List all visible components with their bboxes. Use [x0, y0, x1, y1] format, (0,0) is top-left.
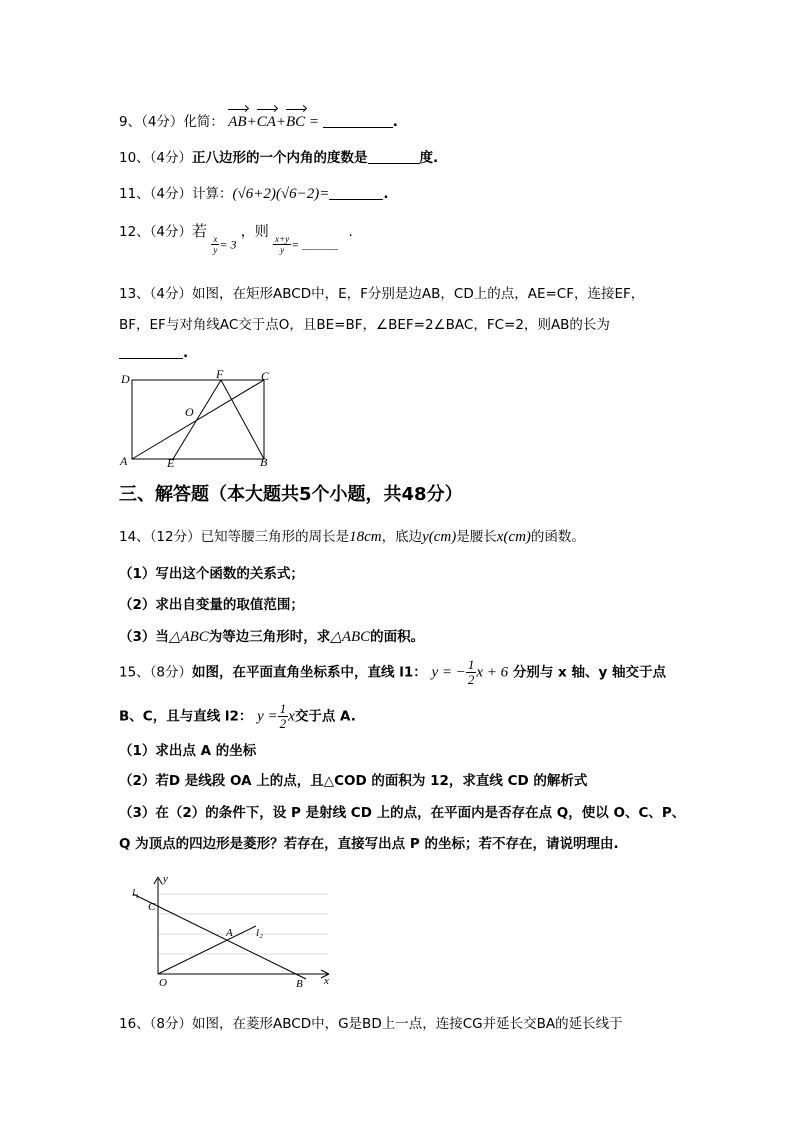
- segment-ef: [173, 380, 221, 459]
- question-14: 14、（12分）已知等腰三角形的周长是18cm，底边y(cm)是腰长x(cm)的函数。: [119, 529, 585, 545]
- diagonal-ac: [132, 380, 264, 459]
- question-15-line-1: 15、（8分）如图，在平面直角坐标系中，直线 l1： y = − $\frac{1}{2}$ x + 6 分别与 x 轴、y 轴交于点: [119, 657, 666, 687]
- q14-part-2: （2）求出自变量的取值范围；: [119, 597, 304, 613]
- question-13-line-3: .: [119, 344, 188, 361]
- q12-score: （4分）: [149, 224, 193, 240]
- label-e: E: [167, 456, 175, 468]
- q10-number: 10、: [119, 150, 150, 166]
- question-12: 12、（4分）若 $\frac{x}{y}$ = 3 ，则 $\frac{x+y}{y}$ = ＿＿＿ .: [119, 222, 353, 255]
- q12-fraction-2: $\frac{x+y}{y}$: [275, 233, 290, 255]
- line-l2: [158, 926, 256, 974]
- q15-part-2: （2）若D 是线段 OA 上的点，且△COD 的面积为 12，求直线 CD 的解析式: [119, 773, 588, 789]
- q12-fraction-1: $\frac{x}{y}$: [213, 233, 218, 255]
- label-b: B: [296, 978, 303, 989]
- q12-number: 12、: [119, 224, 150, 240]
- label-c: C: [148, 901, 156, 913]
- label-a: A: [120, 454, 128, 468]
- label-d: D: [121, 372, 130, 386]
- q14-part-1: （1）写出这个函数的关系式；: [119, 566, 304, 582]
- q11-score: （4分）: [149, 186, 193, 202]
- label-l1: l₁: [132, 887, 139, 899]
- q9-text: 化简：: [183, 114, 224, 130]
- question-10: 10、（4分）正八边形的一个内角的度数是 度.: [119, 150, 439, 166]
- q15-part-1: （1）求出点 A 的坐标: [119, 743, 257, 759]
- q15-part-3: （3）在（2）的条件下，设 P 是射线 CD 上的点，在平面内是否存在点 Q，使以 O、C、P、: [119, 805, 686, 821]
- q15-part-3-cont: Q 为顶点的四边形是菱形？若存在，直接写出点 P 的坐标；若不存在，请说明理由.: [119, 836, 619, 852]
- question-13-line-2: BF，EF与对角线AC交于点O，且BE=BF，∠BEF=2∠BAC，FC=2，则AB的长为: [119, 317, 610, 333]
- label-f: F: [216, 368, 224, 381]
- section-heading: 三、解答题（本大题共5个小题，共48分）: [119, 484, 463, 505]
- q12-ze: ，则: [240, 224, 269, 240]
- q11-text: 计算：: [192, 186, 233, 202]
- label-x: x: [324, 975, 329, 987]
- vector-ca: CA: [256, 114, 276, 130]
- q9-number: 9、: [119, 114, 142, 130]
- q10-text: 正八边形的一个内角的度数是: [192, 150, 368, 166]
- q9-score: （4分）: [141, 114, 184, 130]
- line-l1: [133, 894, 306, 979]
- q10-score: （4分）: [149, 150, 193, 166]
- q9-answer-blank: [323, 113, 393, 128]
- q11-expression: (√6+2)(√6−2)=: [232, 186, 330, 202]
- question-16: 16、（8分）如图，在菱形ABCD中，G是BD上一点，连接CG并延长交BA的延长线于: [119, 1016, 623, 1032]
- label-y: y: [163, 874, 168, 885]
- q11-number: 11、: [119, 186, 150, 202]
- vector-ab: AB: [228, 114, 247, 130]
- label-c: C: [261, 369, 270, 383]
- question-15-line-2: B、C，且与直线 l2： y = $\frac{1}{2}$ x交于点 A.: [119, 701, 356, 731]
- q10-answer-blank: [368, 149, 420, 164]
- figure-coordinate-plane: [128, 874, 348, 989]
- q12-ruo: 若: [192, 222, 208, 240]
- question-9: 9、（4分）化简： AB+CA+BC = .: [119, 114, 398, 130]
- question-11: 11、（4分）计算：(√6+2)(√6−2)= .: [119, 186, 389, 202]
- q14-part-3: （3）当△ABC为等边三角形时，求△ABC的面积。: [119, 629, 425, 645]
- figure-rectangle-abcd: [115, 368, 285, 468]
- segment-fb: [221, 380, 264, 459]
- q11-answer-blank: [329, 185, 383, 200]
- label-o: O: [159, 977, 167, 989]
- q13-answer-blank: [119, 344, 183, 359]
- question-13-line-1: 13、（4分）如图，在矩形ABCD中，E，F分别是边AB，CD上的点，AE=CF，连接EF，: [119, 286, 645, 302]
- label-o: O: [185, 405, 194, 419]
- label-b: B: [260, 455, 268, 468]
- label-a: A: [226, 927, 233, 939]
- label-l2: l₂: [256, 927, 263, 939]
- vector-bc: BC: [285, 114, 306, 130]
